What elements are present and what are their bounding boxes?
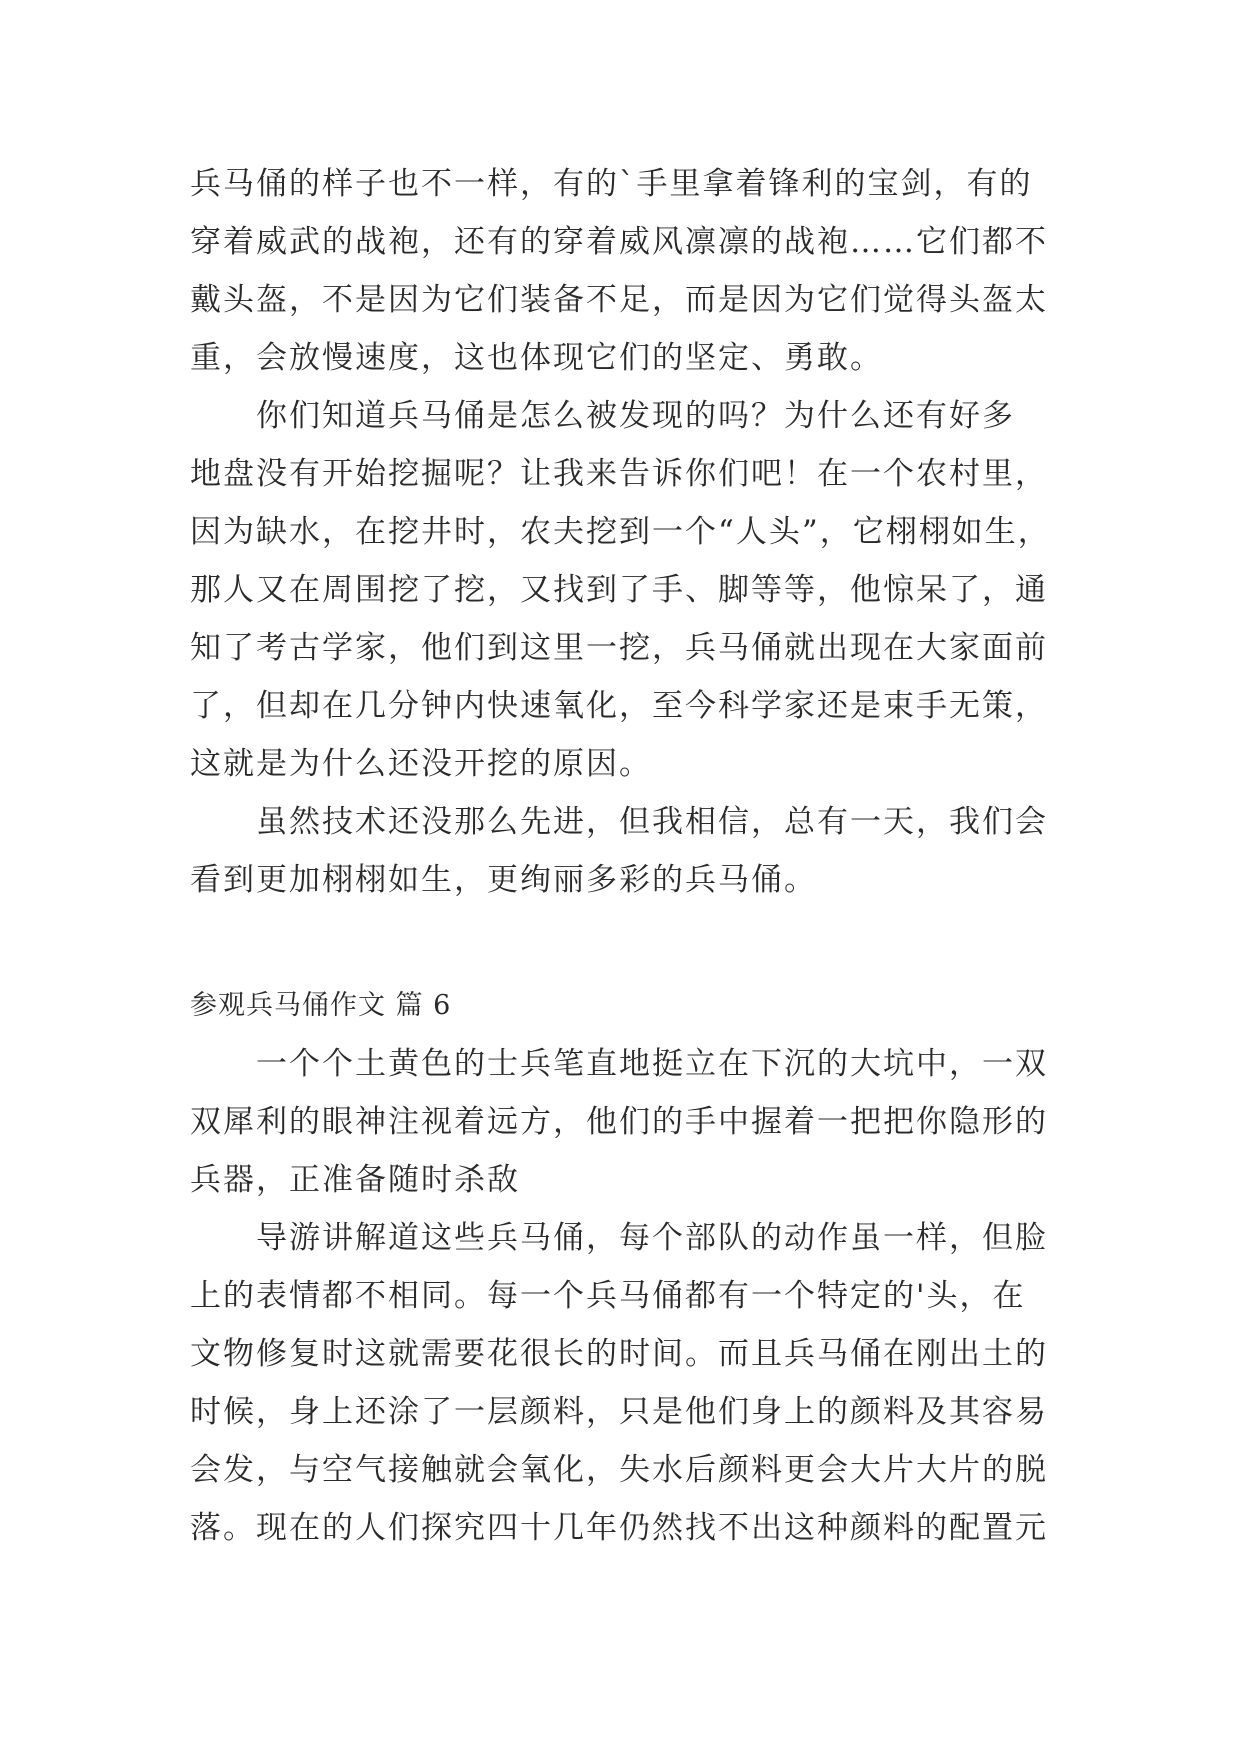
text-line: 上的表情都不相同。每一个兵马俑都有一个特定的'头，在 [190, 1278, 1026, 1314]
text-line: 看到更加栩栩如生，更绚丽多彩的兵马俑。 [190, 862, 817, 898]
text-line: 穿着威武的战袍，还有的穿着威风凛凛的战袍……它们都不 [190, 224, 1048, 260]
text-line: 了，但却在几分钟内快速氧化，至今科学家还是束手无策， [190, 688, 1048, 724]
text-line: 落。现在的人们探究四十几年仍然找不出这种颜料的配置元 [190, 1510, 1048, 1546]
text-line: 重，会放慢速度，这也体现它们的坚定、勇敢。 [190, 340, 883, 376]
paragraph-first-line: 你们知道兵马俑是怎么被发现的吗？为什么还有好多 [256, 398, 1015, 434]
text-line: 那人又在周围挖了挖，又找到了手、脚等等，他惊呆了，通 [190, 572, 1048, 608]
paragraph-first-line: 导游讲解道这些兵马俑，每个部队的动作虽一样，但脸 [256, 1220, 1048, 1256]
paragraph-first-line: 虽然技术还没那么先进，但我相信，总有一天，我们会 [256, 804, 1048, 840]
section-heading: 参观兵马俑作文 篇 6 [190, 990, 452, 1021]
text-line: 兵马俑的样子也不一样，有的`手里拿着锋利的宝剑，有的 [190, 166, 1033, 202]
text-line: 文物修复时这就需要花很长的时间。而且兵马俑在刚出土的 [190, 1336, 1048, 1372]
text-line: 会发，与空气接触就会氧化，失水后颜料更会大片大片的脱 [190, 1452, 1048, 1488]
text-line: 因为缺水，在挖井时，农夫挖到一个“人头”，它栩栩如生， [190, 514, 1051, 550]
text-line: 戴头盔，不是因为它们装备不足，而是因为它们觉得头盔太 [190, 282, 1048, 318]
document-page [190, 0, 1050, 1754]
text-line: 兵器，正准备随时杀敌 [190, 1162, 520, 1198]
text-line: 双犀利的眼神注视着远方，他们的手中握着一把把你隐形的 [190, 1104, 1048, 1140]
text-line: 这就是为什么还没开挖的原因。 [190, 746, 652, 782]
text-line: 时候，身上还涂了一层颜料，只是他们身上的颜料及其容易 [190, 1394, 1048, 1430]
text-line: 地盘没有开始挖掘呢？让我来告诉你们吧！在一个农村里， [190, 456, 1048, 492]
text-line: 知了考古学家，他们到这里一挖，兵马俑就出现在大家面前 [190, 630, 1048, 666]
paragraph-first-line: 一个个土黄色的士兵笔直地挺立在下沉的大坑中，一双 [256, 1046, 1048, 1082]
